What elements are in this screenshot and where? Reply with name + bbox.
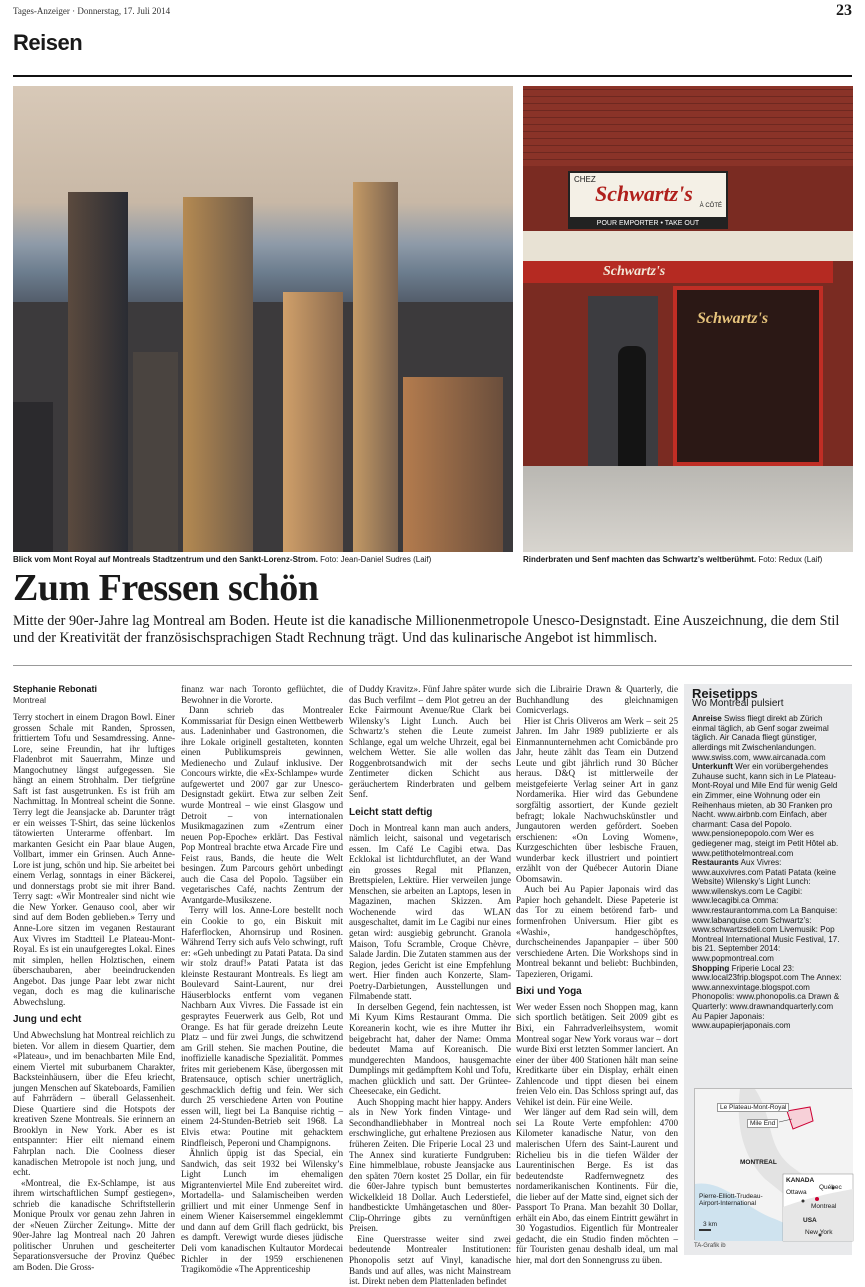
- map-label-plateau: Le Plateau-Mont-Royal: [717, 1103, 789, 1112]
- shop-window: Schwartz's: [673, 286, 823, 466]
- map-label-newyork: New York: [805, 1229, 833, 1236]
- map-label-mileend: Mile End: [747, 1119, 778, 1128]
- headline: Zum Fressen schön: [13, 567, 319, 609]
- photo-caption-1: Blick vom Mont Royal auf Montreals Stadtzentrum und den Sankt-Lorenz-Strom. Foto: Jean-Daniel Sudres (Laif): [13, 555, 432, 564]
- locator-map: [694, 1088, 852, 1240]
- paragraph: Terry stochert in einem Dragon Bowl. Einer grossen Schale mit Randen, Sprossen, frittiertem Tofu und Sesamdressing. Anne-Lore, seine Freundin, hat ihr luftiges Fladenbrot mit Sauerrahm, Minze und Mangochutney längst aufgegessen. Sie hängt an einem Strohhalm. Der tiefgrüne Saft ist fast ausgetrunken. Es ist früh am Nachmittag. In Montreal scheint die Sonne. Terry legt die Jeansjacke ab. Darunter trägt er ein weisses T-Shirt, das seine lückenlos tätowierten Unterarme offenbart. Im markanten Gesicht ein Paar blaue Augen, Vollbart, immer ein Grinsen. Auch Anne-Lore ist jung, schön und hip. Sie arbeitet bei einem Verlag, sonntags in einer Bäckerei, und donnerstags probt sie mit ihrer Band. Terry sagt: «Wir Montrealer sind nicht wie die New Yorker. Genauso cool, aber wir sind auf dem Boden geblieben.» Terry und Anne-Lore sitzen im veganen Restaurant Aux Vivres im Stadtteil Le Plateau-Mont-Royal. Es ist ein unaufgeregtes Lokal. Eines mit simplen, hellen Holztischen, einem überschaubaren, aber beeindruckenden Angebot. Das junge Paar lebt zwar nicht vegan, doch es mag die kulinarische Abwechslung.: [13, 712, 175, 1007]
- lead-paragraph: Mitte der 90er-Jahre lag Montreal am Boden. Heute ist die kanadische Millionenmetropole Unesco-Designstadt. Eine Auszeichnung, die dem Stil und der Kreativität der französischsprachigen Stadt Rechnung trägt. Und das kulinarische Angebot ist himmlisch.: [13, 613, 840, 646]
- tower-shape: [13, 402, 53, 552]
- tower-shape: [403, 377, 503, 552]
- deli-sign: CHEZ Schwartz's À CÔTÉ: [568, 171, 728, 219]
- paragraph: Eine Querstrasse weiter sind zwei bedeutende Montrealer Institutionen: Phonopolis setzt auf Vinyl, kanadische Bands und auf alles, was nicht Mainstream ist. Direkt neben dem Plattenladen befindet: [349, 1233, 511, 1287]
- montreal-skyline-photo: [13, 86, 513, 552]
- subheading: Leicht statt deftig: [349, 807, 433, 819]
- article-column-1: [13, 684, 175, 1272]
- section-title: Reisen: [13, 30, 83, 55]
- tower-shape: [183, 197, 253, 552]
- paragraph: Doch in Montreal kann man auch anders, nämlich leicht, saisonal und vegetarisch essen. Im Café Le Cagibi etwa. Das Ecklokal ist lichtdurchflutet, an der Wand ein grosses Regal mit Pflanzen, Brettspielen, Lektüre. Hier verweilen junge Menschen, sie arbeiten an Laptops, lesen in Magazinen, machen Skizzen. Am Wochenende wird das WLAN ausgeschaltet, damit im Le Cagibi nur eines getan wird: ausgiebig gebruncht. Granola Maison, Tofu Scramble, Croque Chèvre, Salade Jardin. Die Zutaten stammen aus der Region, jedes Gericht ist eine Empfehlung wert. Hier finden auch Konzerte, Slam-Poetry-Darbietungen, Ausstellungen und Filmabende statt.: [349, 822, 511, 1002]
- pedestrian: [618, 346, 646, 476]
- map-label-montreal: Montreal: [811, 1203, 837, 1210]
- tower-shape: [133, 352, 178, 552]
- sidewalk: [523, 466, 853, 552]
- masthead: Tages-Anzeiger · Donnerstag, 17. Juli 2014: [13, 6, 171, 16]
- divider: [13, 665, 852, 666]
- paragraph: sich die Librairie Drawn & Quarterly, die Buchhandlung des gleichnamigen Comicverlags.: [516, 684, 678, 716]
- article-column-3: [349, 684, 511, 1287]
- paragraph: Ähnlich üppig ist das Special, ein Sandwich, das seit 1932 bei Wilensky’s Light Lunch im ehemaligen Migrantenviertel Mile End zubereitet wird. Mortadella- und Salamischeiben werden grilliert und mit einer Unmenge Senf in einem Wiener Kaisersemmel eingeklemmt und dann auf dem Grill flach gedrückt, bis es dampft. Verewigt wurde dieses jüdische Deli vom kanadischen Kultautor Mordecai Richler in der 1959 erschienenen Tragikomödie «The Apprenticeship: [181, 1148, 343, 1275]
- paragraph: Und Abwechslung hat Montreal reichlich zu bieten. Vor allem in diesem Quartier, dem «Plateau», und im benachbarten Mile End, einem Viertel mit suburbanem Charakter, Backsteinhäusern, über die Efeu kriecht, jungen Menschen auf Skateboards, Familien auf Fahrrädern – überall Gelassenheit. Diese Quartiere sind die Hotspots der kreativen Szene Montreals. Sie erinnern an Brooklyn in New York. Aber es ist entspannter: Hier eilt niemand einem Fahrplan nach. Die Coolness dieser kanadischen Metropole ist noch jung, und echt.: [13, 1029, 175, 1178]
- dateline: Montreal: [13, 694, 47, 705]
- map-label-city: MONTREAL: [740, 1159, 777, 1166]
- paragraph: Dann schrieb das Montrealer Kommissariat für Design einen Wettbewerb aus. Ladeninhaber und Gastronomen, die ihre Lokale originell gestalteten, konnten einen Publikumspreis gewinnen, Medienecho und Zulauf inklusive. Der Concours wirkte, die «Ex-Schlampe» wurde aufgewertet und 2007 gar zur Unesco-Designstadt gekürt. Etwa zur selben Zeit wurde Montreal – wie einst Glasgow und Detroit – von internationalen Musikmagazinen zum «Zentrum einer neuen Pop-Epoche» erklärt. Das Festival Pop Montreal brachte etwa Arcade Fire und Feist raus, Bands, die heute die Welt besingen. Zum Parcours gehört unbedingt auch die Casa del Popolo. Tagsüber ein vegetarisches Café, nachts Zentrum der Avantgarde-Musikszene.: [181, 705, 343, 905]
- map-label-country: KANADA: [786, 1177, 815, 1184]
- montreal-dot: [815, 1197, 819, 1201]
- map-label-scale: 3 km: [703, 1221, 718, 1228]
- author-name: Stephanie Rebonati: [13, 684, 98, 694]
- tower-shape: [283, 292, 343, 552]
- paragraph: Wer länger auf dem Rad sein will, dem sei La Route Verte empfohlen: 4700 Kilometer kanadische Natur, von den malerischen Ufern des Saint-Laurent und Richelieu bis in die tiefen Wälder der Laurentinischen Berge. Es ist das bedeutendste Radfernwegnetz des nordamerikanischen Kontinents. Für die, die lieber auf der Matte sind, eignet sich der Passport To Prana. Man bezahlt 30 Dollar, erhält ein Abo, das einem Eintritt gewährt in 30 Yogastudios. Eigentlich für Montrealer gedacht, die ein Studio finden möchten – für Touristen genau deshalb ideal, um mal hier, mal dort den Sonnengruss zu üben.: [516, 1107, 678, 1265]
- tip-entry: Anreise Swiss fliegt direkt ab Zürich einmal täglich, ab Genf sogar zweimal täglich. Air Canada fliegt günstiger, allerdings mit Zwischenlandungen. www.swiss.com, www.aircanada.com: [692, 714, 829, 762]
- article-column-4: [516, 684, 678, 1265]
- map-label-quebec: Québec: [819, 1184, 842, 1191]
- sidebar-subtitle: Wo Montreal pulsiert: [692, 697, 784, 709]
- map-label-ottawa: Ottawa: [786, 1189, 807, 1196]
- schwartzs-deli-photo: [523, 86, 853, 552]
- paragraph: Auch Shopping macht hier happy. Anders als in New York finden Vintage- und Secondhandliebhaber in Montreal noch erschwingliche, gut erhaltene Preziosen aus früheren Zeiten. Die Friperie Local 23 und The Annex sind kuratierte Fundgruben: Eine himmelblaue, robuste Jeansjacke aus den späten 70ern kostet 25 Dollar, ein für die 60er-Jahre typisch bunt bemustertes Wickelkleid 18 Dollar. Auch Lederstiefel, handbestickte Umhängetaschen und 80er-Clip-Ohrringe gibts zu vernünftigen Preisen.: [349, 1096, 511, 1234]
- awning: Schwartz's: [523, 261, 833, 283]
- subheading: Jung und echt: [13, 1014, 82, 1026]
- tip-entry: Unterkunft Wer ein vorübergehendes Zuhause sucht, kann sich in Le Plateau-Mont-Royal und Mile End für wenig Geld ein Zimmer, eine Wohnung oder ein Reihenhaus mieten, ab 30 Franken pro Nacht. www.airbnb.com Einfach, aber charmant: Casa del Popolo. www.pensionepopolo.com Wer es gediegener mag, steigt im Petit Hôtel ab. www.petithotelmontreal.com: [692, 762, 839, 858]
- map-label-airport: Pierre-Elliott-Trudeau-Airport-International: [699, 1193, 763, 1207]
- map-label-usa: USA: [803, 1217, 817, 1224]
- brick-wall: [523, 86, 853, 166]
- paragraph: Hier ist Chris Oliveros am Werk – seit 25 Jahren. Im Jahr 1989 publizierte er als Einmannunternehmen acht Comicbände pro Jahr, heute zählt das Team ein Dutzend Leute und gibt jährlich rund 30 Bücher heraus. D&Q ist mittlerweile der meistgefeierte Verlag seiner Art in ganz Nordamerika. Hier wird das Gebundene sorgfältig assortiert, der Kunde gezielt befragt; lokale Nachwuchskünstler und Jungautoren werden gefördert. Soeben erschienen: «On Loving Women», Kurzgeschichten über lesbische Frauen, wunderbar keck illustriert und pointiert erzählt von der Québecer Autorin Diane Obomsawin.: [516, 715, 678, 884]
- paragraph: Wer weder Essen noch Shoppen mag, kann sich sportlich betätigen. Seit 2009 gibt es Bixi, ein Fahrradverleihsystem, womit Montreal sogar New York voraus war – dort wurde Bixi erst letzten Sommer lanciert. An einer der über 400 Stationen hält man seine Kreditkarte über ein Display, erhält einen Zahlencode und tippt diesen bei einem freien Velo ein. Das Schloss springt auf, das Vehikel ist dein. Für eine Weile.: [516, 1001, 678, 1107]
- paragraph: finanz war nach Toronto geflüchtet, die Bewohner in die Vororte.: [181, 684, 343, 705]
- graphic-credit: TA-Grafik ib: [694, 1243, 726, 1249]
- paragraph: of Duddy Kravitz». Fünf Jahre später wurde das Buch verfilmt – dem Plot getreu an der Ecke Fairmount Avenue/Rue Clark bei Wilensky’s Light Lunch. Auch bei Schwartz’s stehen die Leute zumeist Schlange, egal um welche Uhrzeit, egal bei welchem Wetter. Sie alle wollen das Roggenbrotsandwich mit der sechs Zentimeter dicken Schicht aus geräuchertem Rinderbraten und gelbem Senf.: [349, 684, 511, 800]
- wall-band: [523, 231, 853, 261]
- tower-shape: [353, 182, 398, 552]
- tip-entry: Restaurants Aux Vivres: www.auxvivres.com Patati Patata (keine Website) Wilensky’s Light Lunch: www.wilenskys.com Le Cagibi: www.lecagibi.ca Omma: www.restaurantomma.com La Banquise: www.labanquise.com Schwartz’s: www.schwartzsdeli.com Livemusik: Pop Montreal International Music Festival, 17. bis 21. September 2014: www.popmontreal.com: [692, 858, 840, 964]
- article-column-2: [181, 684, 343, 1275]
- take-out-sign: POUR EMPORTER • TAKE OUT: [568, 219, 728, 229]
- header-rule: [13, 75, 852, 77]
- paragraph: Terry will los. Anne-Lore bestellt noch ein Cookie to go, ein Biskuit mit Haferflocken, Ahornsirup und Rosinen. Während Terry sich aufs Velo schwingt, ruft er: «Geh unbedingt zu Patati Patata. Da sind wir stolz drauf!» Patati Patata ist das kleinste Restaurant Montreals. Es liegt am Boulevard Saint-Laurent, nur drei Häuserblocks entfernt vom veganen Nachbarn Aux Vivres. Die Fassade ist ein gespraytes Feuerwerk aus Gelb, Rot und Orange. Es hat für gerade dreizehn Leute Platz – und für zwei Jungs, die schwitzend am Grill stehen. Sie machen Poutine, die inoffizielle kanadische Spezialität. Pommes frites mit geriebenem Käse, übergossen mit Bratensauce, optisch schier unerträglich, geschmacklich deftig und fein. Wer sich durch 25 verschiedene Arten von Poutine essen will, liegt bei La Banquise richtig – einem 24-Stunden-Betrieb seit 1968. La Elvis etwa: Poutine mit gehacktem Rindfleisch, Peperoni und Champignons.: [181, 905, 343, 1148]
- page-number: 23: [836, 2, 852, 19]
- tower-shape: [68, 192, 128, 552]
- paragraph: «Montreal, die Ex-Schlampe, ist aus ihrem wirtschaftlichen Sumpf gestiegen», schrieb die kanadische Schriftstellerin Monique Proulx vor genau zehn Jahren in der «Neuen Zürcher Zeitung». Mitte der 90er-Jahre lag Montreal nach 20 Jahren politischer Unruhen und gescheiterter Separationsversuche der Provinz Québec am Boden. Die Gross-: [13, 1177, 175, 1272]
- photo-caption-2: Rinderbraten und Senf machten das Schwartz’s weltberühmt. Foto: Redux (Laif): [523, 555, 823, 564]
- subheading: Bixi und Yoga: [516, 986, 582, 998]
- paragraph: In derselben Gegend, fein nachtessen, ist Mi Kyum Kims Restaurant Omma. Die Koreanerin kocht, wie es ihre Mutter ihr beigebracht hat, daher der Name: Omma bedeutet Mama auf Koreanisch. Die mundgerechten Mandoos, hausgemachte Dumplings mit gedämpftem Kohl und Tofu, machen glücklich und satt. Der Grüntee-Cheesecake, ein Gedicht.: [349, 1001, 511, 1097]
- sidebar-title: Reisetipps: [692, 686, 758, 701]
- paragraph: Auch bei Au Papier Japonais wird das Papier hoch gehandelt. Diese Papeterie ist das Tor zu einem betörend farb- und formenfrohen Universum. Hier gibt es «Washi», handgeschöpftes, durchscheinendes Japanpapier – über 500 verschiedene Arten. Die Workshops sind in Montreal bekannt und beliebt: Buchbinden, Tapezieren, Origami.: [516, 884, 678, 979]
- tip-entry: Shopping Friperie Local 23: www.local23frip.blogspot.com The Annex: www.annexvintage.blogspot.com Phonopolis: www.phonopolis.ca Drawn & Quarterly: www.drawnandquarterly.com Au Papier Japonais: www.aupapierjaponais.com: [692, 963, 842, 1031]
